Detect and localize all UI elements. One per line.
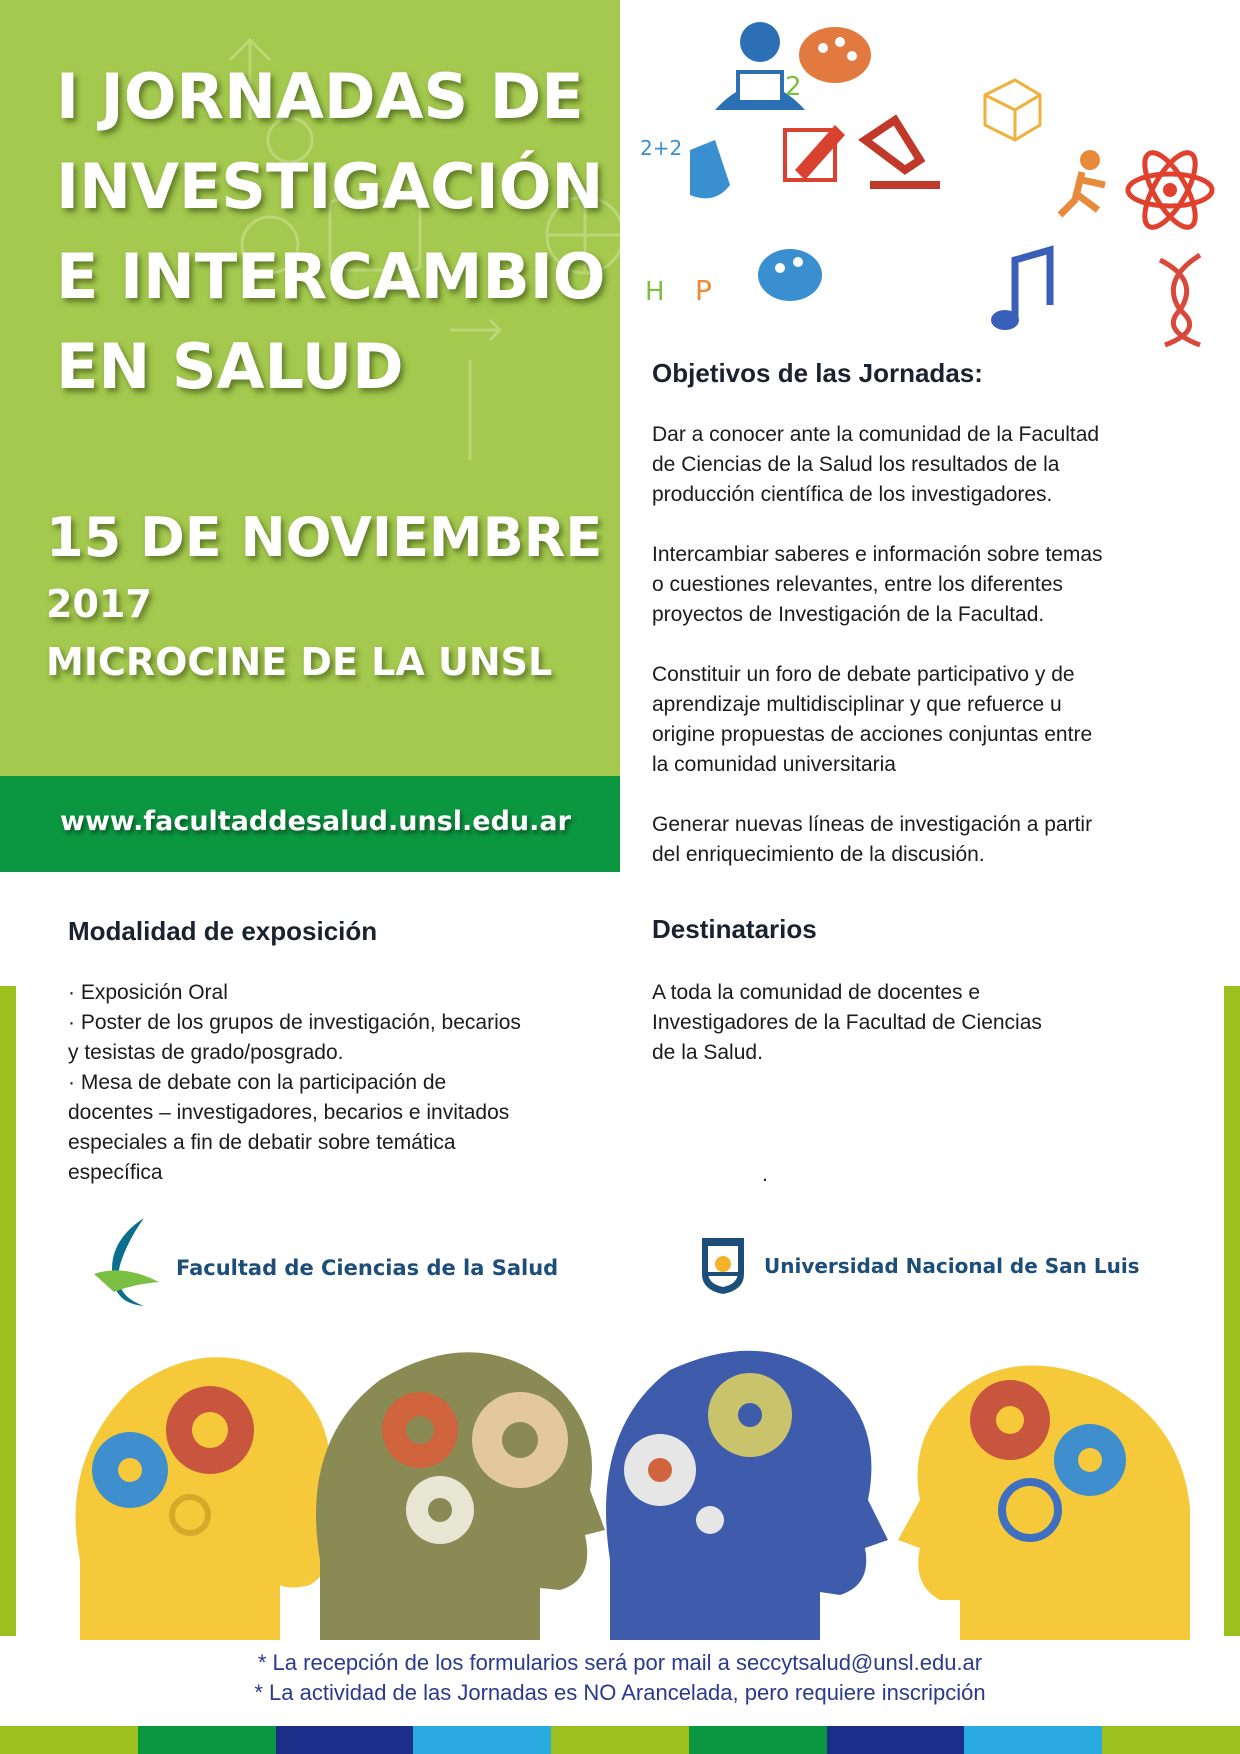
website-link[interactable]: www.facultaddesalud.unsl.edu.ar xyxy=(60,806,571,837)
letter-h-icon: H xyxy=(645,277,665,307)
band-segment xyxy=(276,1726,414,1754)
faculty-name: Facultad de Ciencias de la Salud xyxy=(176,1256,559,1280)
cube-icon xyxy=(985,80,1040,140)
text-line: específica xyxy=(68,1161,163,1184)
flask-icon xyxy=(690,140,730,198)
left-stripe xyxy=(0,986,16,1636)
text-line: Dar a conocer ante la comunidad de la Facultad xyxy=(652,423,1100,446)
title-line-4: EN SALUD xyxy=(56,330,404,403)
head-silhouette-icon xyxy=(606,1351,888,1640)
band-segment xyxy=(551,1726,689,1754)
objetivo-3 xyxy=(652,660,1092,780)
heads-with-gears-illustration xyxy=(60,1320,1190,1640)
math-expression-icon: 2+2 xyxy=(640,136,683,160)
destinatarios-text xyxy=(652,978,1042,1068)
text-line: aprendizaje multidisciplinar y que refuerce u xyxy=(652,693,1062,716)
right-stripe xyxy=(1224,986,1240,1636)
running-person-icon xyxy=(1060,150,1105,215)
band-segment xyxy=(138,1726,276,1754)
text-line: Poster de los grupos de investigación, becarios xyxy=(80,1011,521,1034)
palette-blue-icon xyxy=(758,249,822,301)
event-year: 2017 xyxy=(46,582,152,626)
atom-icon xyxy=(1128,146,1212,235)
color-band xyxy=(0,1726,1240,1754)
url-bar xyxy=(0,776,620,872)
text-line: de la Salud. xyxy=(652,1041,763,1064)
event-venue: MICROCINE DE LA UNSL xyxy=(46,640,553,684)
text-line: la comunidad universitaria xyxy=(652,753,896,776)
number-2-icon: 2 xyxy=(785,72,802,102)
destinatarios-heading: Destinatarios xyxy=(652,914,817,944)
faculty-logo-icon xyxy=(84,1214,164,1310)
text-line: Exposición Oral xyxy=(80,981,228,1004)
title-line-2: INVESTIGACIÓN xyxy=(56,150,604,223)
dna-icon xyxy=(1160,255,1200,345)
text-line: o cuestiones relevantes, entre los diferentes xyxy=(652,573,1063,596)
head-silhouette-icon xyxy=(316,1352,605,1640)
note-registration: * La actividad de las Jornadas es NO Arancelada, pero requiere inscripción xyxy=(254,1680,986,1705)
head-silhouette-icon xyxy=(76,1357,352,1640)
objetivo-4 xyxy=(652,810,1092,870)
head-silhouette-icon xyxy=(898,1365,1190,1640)
objetivo-1 xyxy=(652,420,1099,510)
band-segment xyxy=(827,1726,965,1754)
text-line: A toda la comunidad de docentes e xyxy=(652,981,981,1004)
list-item xyxy=(68,1008,521,1068)
text-line: y tesistas de grado/posgrado. xyxy=(68,1041,344,1064)
objetivo-2 xyxy=(652,540,1103,630)
title-line-1: I JORNADAS DE xyxy=(56,60,584,133)
list-item xyxy=(68,978,521,1008)
science-icons-cluster xyxy=(620,0,1240,360)
band-segment xyxy=(413,1726,551,1754)
band-segment xyxy=(0,1726,138,1754)
text-line: Investigadores de la Facultad de Ciencias xyxy=(652,1011,1042,1034)
text-line: Intercambiar saberes e información sobre temas xyxy=(652,543,1103,566)
event-date: 15 DE NOVIEMBRE xyxy=(46,506,603,569)
pencil-icon xyxy=(785,125,845,180)
band-segment xyxy=(964,1726,1102,1754)
title-line-3: E INTERCAMBIO xyxy=(56,240,606,313)
stray-dot: . xyxy=(762,1163,768,1186)
music-note-icon xyxy=(991,250,1050,330)
band-segment xyxy=(689,1726,827,1754)
university-crest-icon xyxy=(698,1234,748,1296)
text-line: Generar nuevas líneas de investigación a partir xyxy=(652,813,1093,836)
microscope-icon xyxy=(865,120,940,185)
text-line: origine propuestas de acciones conjuntas entre xyxy=(652,723,1093,746)
text-line: del enriquecimiento de la discusión. xyxy=(652,843,985,866)
objetivos-heading: Objetivos de las Jornadas: xyxy=(652,358,983,388)
note-email: * La recepción de los formularios será por mail a seccytsalud@unsl.edu.ar xyxy=(257,1650,983,1675)
text-line: proyectos de Investigación de la Facultad. xyxy=(652,603,1045,626)
university-name: Universidad Nacional de San Luis xyxy=(764,1254,1140,1278)
text-line: Constituir un foro de debate participativo y de xyxy=(652,663,1075,686)
text-line: especiales a fin de debatir sobre temática xyxy=(68,1131,456,1154)
modalidad-list xyxy=(68,978,521,1188)
text-line: Mesa de debate con la participación de xyxy=(80,1071,447,1094)
text-line: docentes – investigadores, becarios e invitados xyxy=(68,1101,510,1124)
letter-p-icon: P xyxy=(695,274,712,307)
palette-icon xyxy=(799,27,871,83)
text-line: producción científica de los investigadores. xyxy=(652,483,1053,506)
modalidad-heading: Modalidad de exposición xyxy=(68,916,378,946)
list-item xyxy=(68,1068,521,1188)
band-segment xyxy=(1102,1726,1240,1754)
text-line: de Ciencias de la Salud los resultados de la xyxy=(652,453,1060,476)
hero-panel xyxy=(0,0,620,776)
